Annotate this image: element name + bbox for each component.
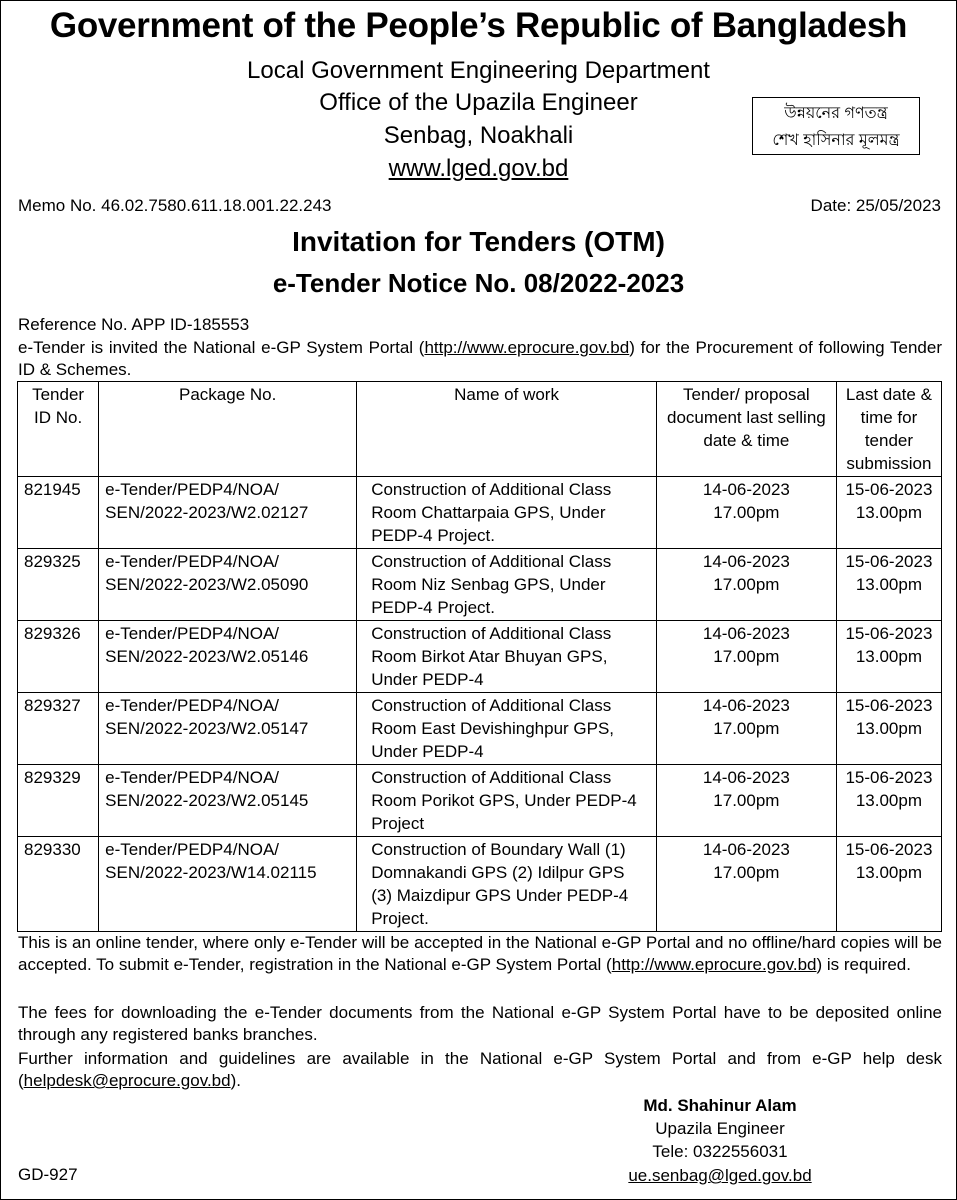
department-name: Local Government Engineering Department xyxy=(247,57,710,84)
package-no: e-Tender/PEDP4/NOA/ SEN/2022-2023/W14.02115 xyxy=(99,837,357,932)
slogan-box xyxy=(752,97,920,155)
signatory-designation: Upazila Engineer xyxy=(655,1119,785,1138)
signatory-name: Md. Shahinur Alam xyxy=(643,1096,797,1115)
notice-subtitle: e-Tender Notice No. 08/2022-2023 xyxy=(272,268,685,298)
eprocure-link-footer[interactable]: http://www.eprocure.gov.bd xyxy=(611,955,817,974)
memo-date: Date: 25/05/2023 xyxy=(810,196,941,215)
gd-number: GD-927 xyxy=(18,1165,78,1184)
selling-date-time: 14-06-2023 17.00pm xyxy=(656,549,836,621)
selling-date-time: 14-06-2023 17.00pm xyxy=(656,621,836,693)
work-name: Construction of Additional Class Room Chattarpaia GPS, Under PEDP-4 Project. xyxy=(357,477,657,549)
header-selling: Tender/ proposal document last selling date & time xyxy=(656,382,836,477)
website-link[interactable]: www.lged.gov.bd xyxy=(388,155,569,182)
reference-number: Reference No. APP ID-185553 xyxy=(18,315,250,334)
work-name: Construction of Additional Class Room Niz Senbag GPS, Under PEDP-4 Project. xyxy=(357,549,657,621)
memo-number: Memo No. 46.02.7580.611.18.001.22.243 xyxy=(18,196,332,215)
info-paragraph: Further information and guidelines are available in the National e-GP System Portal and from e-GP help desk (helpdesk@eprocure.gov.bd). xyxy=(18,1049,942,1090)
helpdesk-email-link[interactable]: helpdesk@eprocure.gov.bd xyxy=(23,1071,231,1090)
online-tender-paragraph: This is an online tender, where only e-Tender will be accepted in the National e-GP Portal and no offline/hard copies will be accepted. To submit e-Tender, registration in the National e-GP System Portal (http://www.eprocure.gov.bd) is required. xyxy=(18,933,942,974)
package-no: e-Tender/PEDP4/NOA/ SEN/2022-2023/W2.05147 xyxy=(99,693,357,765)
slogan-line-1: উন্নয়নের গণতন্ত্র xyxy=(784,105,888,122)
tender-id: 829327 xyxy=(18,693,99,765)
package-no: e-Tender/PEDP4/NOA/ SEN/2022-2023/W2.05146 xyxy=(99,621,357,693)
header-package: Package No. xyxy=(99,382,357,477)
selling-date-time: 14-06-2023 17.00pm xyxy=(656,477,836,549)
selling-date-time: 14-06-2023 17.00pm xyxy=(656,765,836,837)
header-tender-id: Tender ID No. xyxy=(18,382,99,477)
table-row xyxy=(18,549,942,621)
table-header-row xyxy=(18,382,942,477)
slogan-line-2: শেখ হাসিনার মূলমন্ত্র xyxy=(772,132,900,149)
tender-table xyxy=(17,381,942,932)
work-name: Construction of Additional Class Room Birkot Atar Bhuyan GPS, Under PEDP-4 xyxy=(357,621,657,693)
submission-date-time: 15-06-2023 13.00pm xyxy=(836,765,941,837)
table-row xyxy=(18,837,942,932)
tender-id: 829325 xyxy=(18,549,99,621)
header-work: Name of work xyxy=(357,382,657,477)
table-row xyxy=(18,765,942,837)
intro-paragraph: e-Tender is invited the National e-GP System Portal (http://www.eprocure.gov.bd) for the Procurement of following Tender ID & Schemes. xyxy=(18,338,943,379)
selling-date-time: 14-06-2023 17.00pm xyxy=(656,837,836,932)
table-row xyxy=(18,693,942,765)
tender-id: 829329 xyxy=(18,765,99,837)
tender-id: 829326 xyxy=(18,621,99,693)
government-title: Government of the People’s Republic of Bangladesh xyxy=(49,6,908,45)
work-name: Construction of Additional Class Room Porikot GPS, Under PEDP-4 Project xyxy=(357,765,657,837)
package-no: e-Tender/PEDP4/NOA/ SEN/2022-2023/W2.05145 xyxy=(99,765,357,837)
package-no: e-Tender/PEDP4/NOA/ SEN/2022-2023/W2.02127 xyxy=(99,477,357,549)
signatory-email-link[interactable]: ue.senbag@lged.gov.bd xyxy=(628,1166,812,1185)
notice-title: Invitation for Tenders (OTM) xyxy=(292,226,665,257)
fees-paragraph: The fees for downloading the e-Tender documents from the National e-GP System Portal have to be deposited online through any registered banks branches. xyxy=(18,1003,942,1044)
signatory-phone: Tele: 0322556031 xyxy=(652,1142,788,1161)
tender-id: 829330 xyxy=(18,837,99,932)
work-name: Construction of Boundary Wall (1) Domnakandi GPS (2) Idilpur GPS (3) Maizdipur GPS Under PEDP-4 Project. xyxy=(357,837,657,932)
office-name: Office of the Upazila Engineer xyxy=(319,89,638,116)
table-row xyxy=(18,477,942,549)
submission-date-time: 15-06-2023 13.00pm xyxy=(836,549,941,621)
submission-date-time: 15-06-2023 13.00pm xyxy=(836,477,941,549)
tender-id: 821945 xyxy=(18,477,99,549)
work-name: Construction of Additional Class Room East Devishinghpur GPS, Under PEDP-4 xyxy=(357,693,657,765)
submission-date-time: 15-06-2023 13.00pm xyxy=(836,621,941,693)
package-no: e-Tender/PEDP4/NOA/ SEN/2022-2023/W2.05090 xyxy=(99,549,357,621)
selling-date-time: 14-06-2023 17.00pm xyxy=(656,693,836,765)
office-location: Senbag, Noakhali xyxy=(383,122,574,149)
header-submission: Last date & time for tender submission xyxy=(836,382,941,477)
table-row xyxy=(18,621,942,693)
submission-date-time: 15-06-2023 13.00pm xyxy=(836,693,941,765)
submission-date-time: 15-06-2023 13.00pm xyxy=(836,837,941,932)
eprocure-link[interactable]: http://www.eprocure.gov.bd xyxy=(424,338,630,357)
